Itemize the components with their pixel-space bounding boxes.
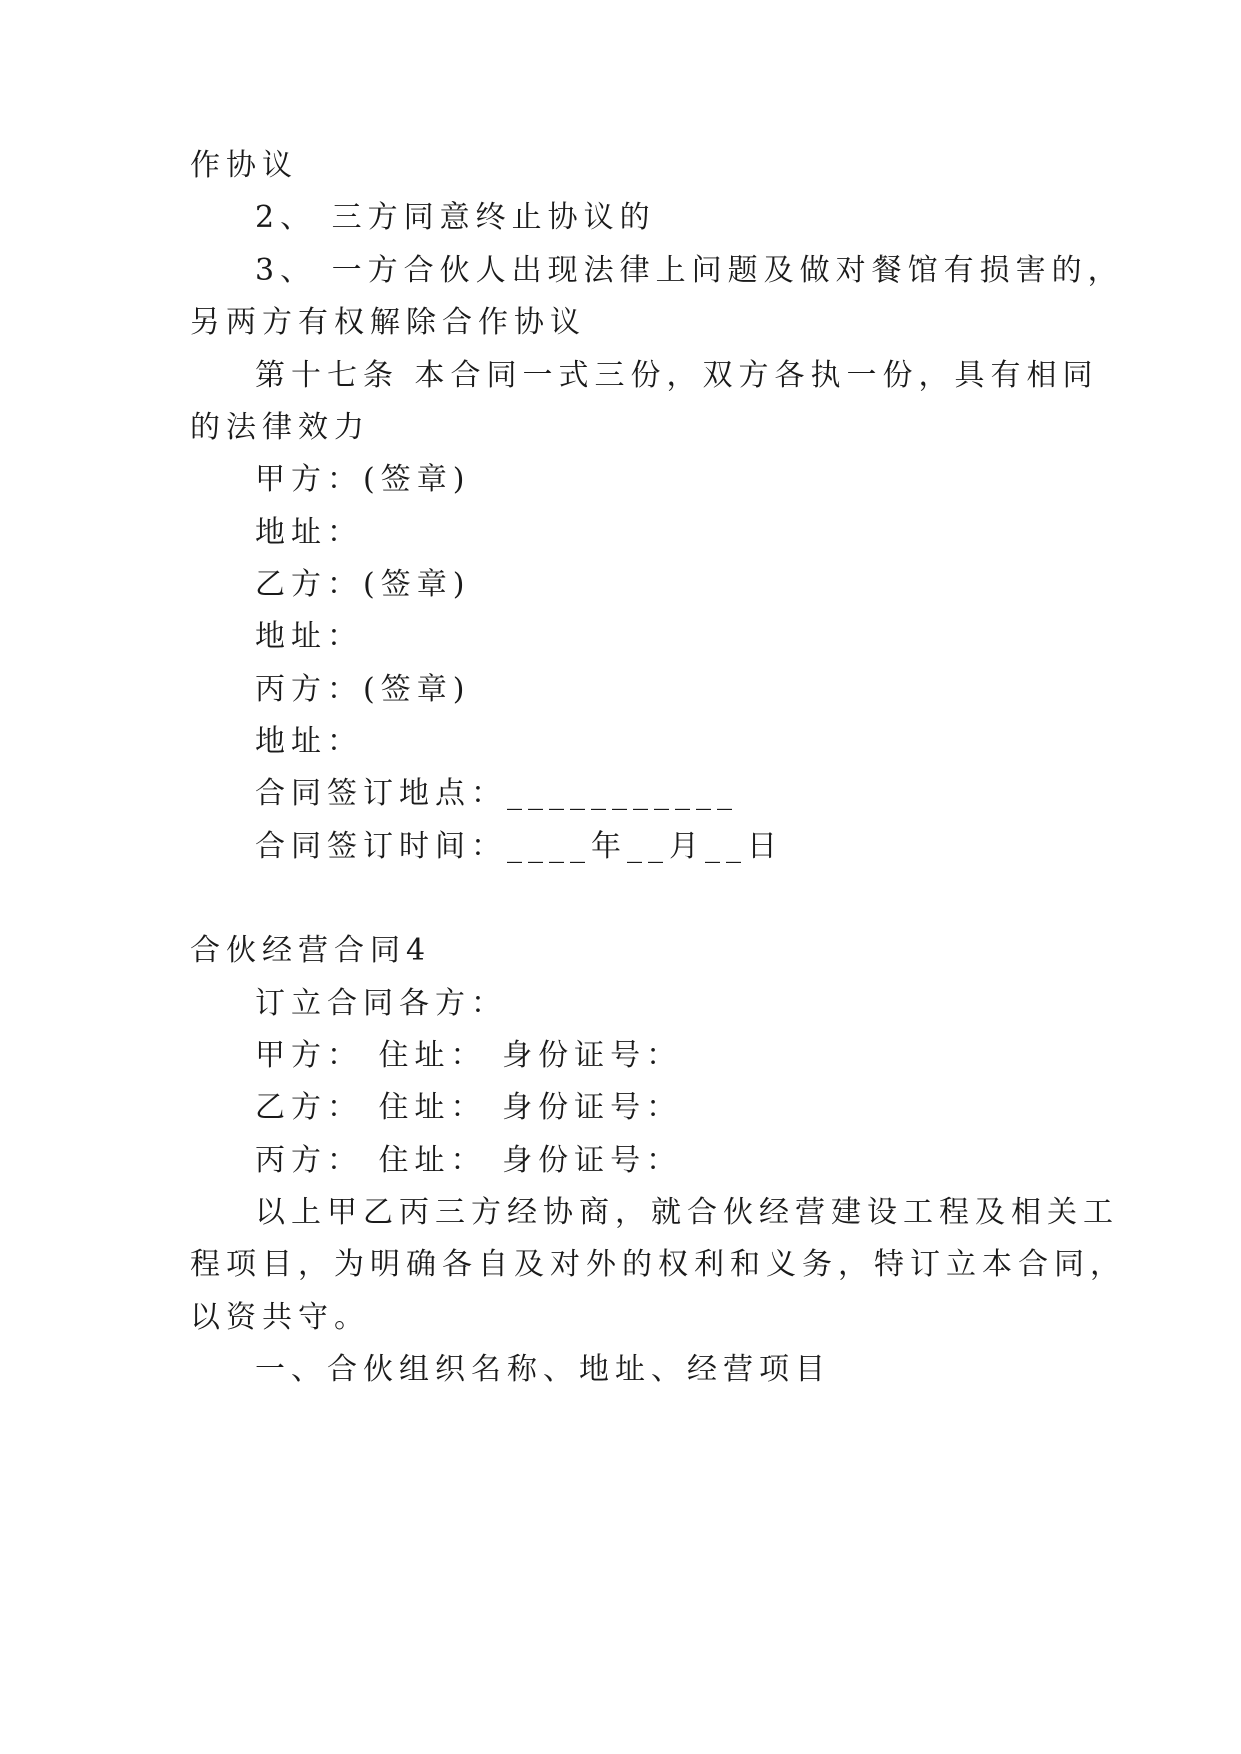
text-line-22: 以资共守。 [190, 1300, 370, 1335]
text-line-5: 第十七条 本合同一式三份，双方各执一份，具有相同 [255, 358, 1099, 393]
text-line-4: 另两方有权解除合作协议 [190, 305, 586, 340]
text-line-23: 一、合伙组织名称、地址、经营项目 [255, 1352, 831, 1387]
section-heading: 合伙经营合同4 [190, 933, 432, 968]
text-line-21: 程项目，为明确各自及对外的权利和义务，特订立本合同， [190, 1247, 1126, 1282]
text-line-17: 甲方： 住址： 身份证号： [255, 1038, 683, 1073]
text-line-14: 合同签订时间：____年__月__日 [255, 829, 783, 864]
text-line-16: 订立合同各方： [255, 986, 507, 1021]
text-line-2: 2、 三方同意终止协议的 [255, 200, 656, 235]
text-line-18: 乙方： 住址： 身份证号： [255, 1090, 683, 1125]
text-line-1: 作协议 [190, 148, 298, 183]
text-line-6: 的法律效力 [190, 410, 370, 445]
text-line-3: 3、 一方合伙人出现法律上问题及做对餐馆有损害的， [255, 253, 1124, 288]
text-line-13: 合同签订地点：___________ [255, 776, 738, 811]
text-line-11: 丙方：(签章) [255, 672, 471, 707]
text-line-8: 地址： [255, 515, 363, 550]
text-line-9: 乙方：(签章) [255, 567, 471, 602]
text-line-12: 地址： [255, 724, 363, 759]
text-line-7: 甲方：(签章) [255, 462, 471, 497]
text-line-19: 丙方： 住址： 身份证号： [255, 1143, 683, 1178]
text-line-10: 地址： [255, 619, 363, 654]
text-line-20: 以上甲乙丙三方经协商，就合伙经营建设工程及相关工 [255, 1195, 1119, 1230]
